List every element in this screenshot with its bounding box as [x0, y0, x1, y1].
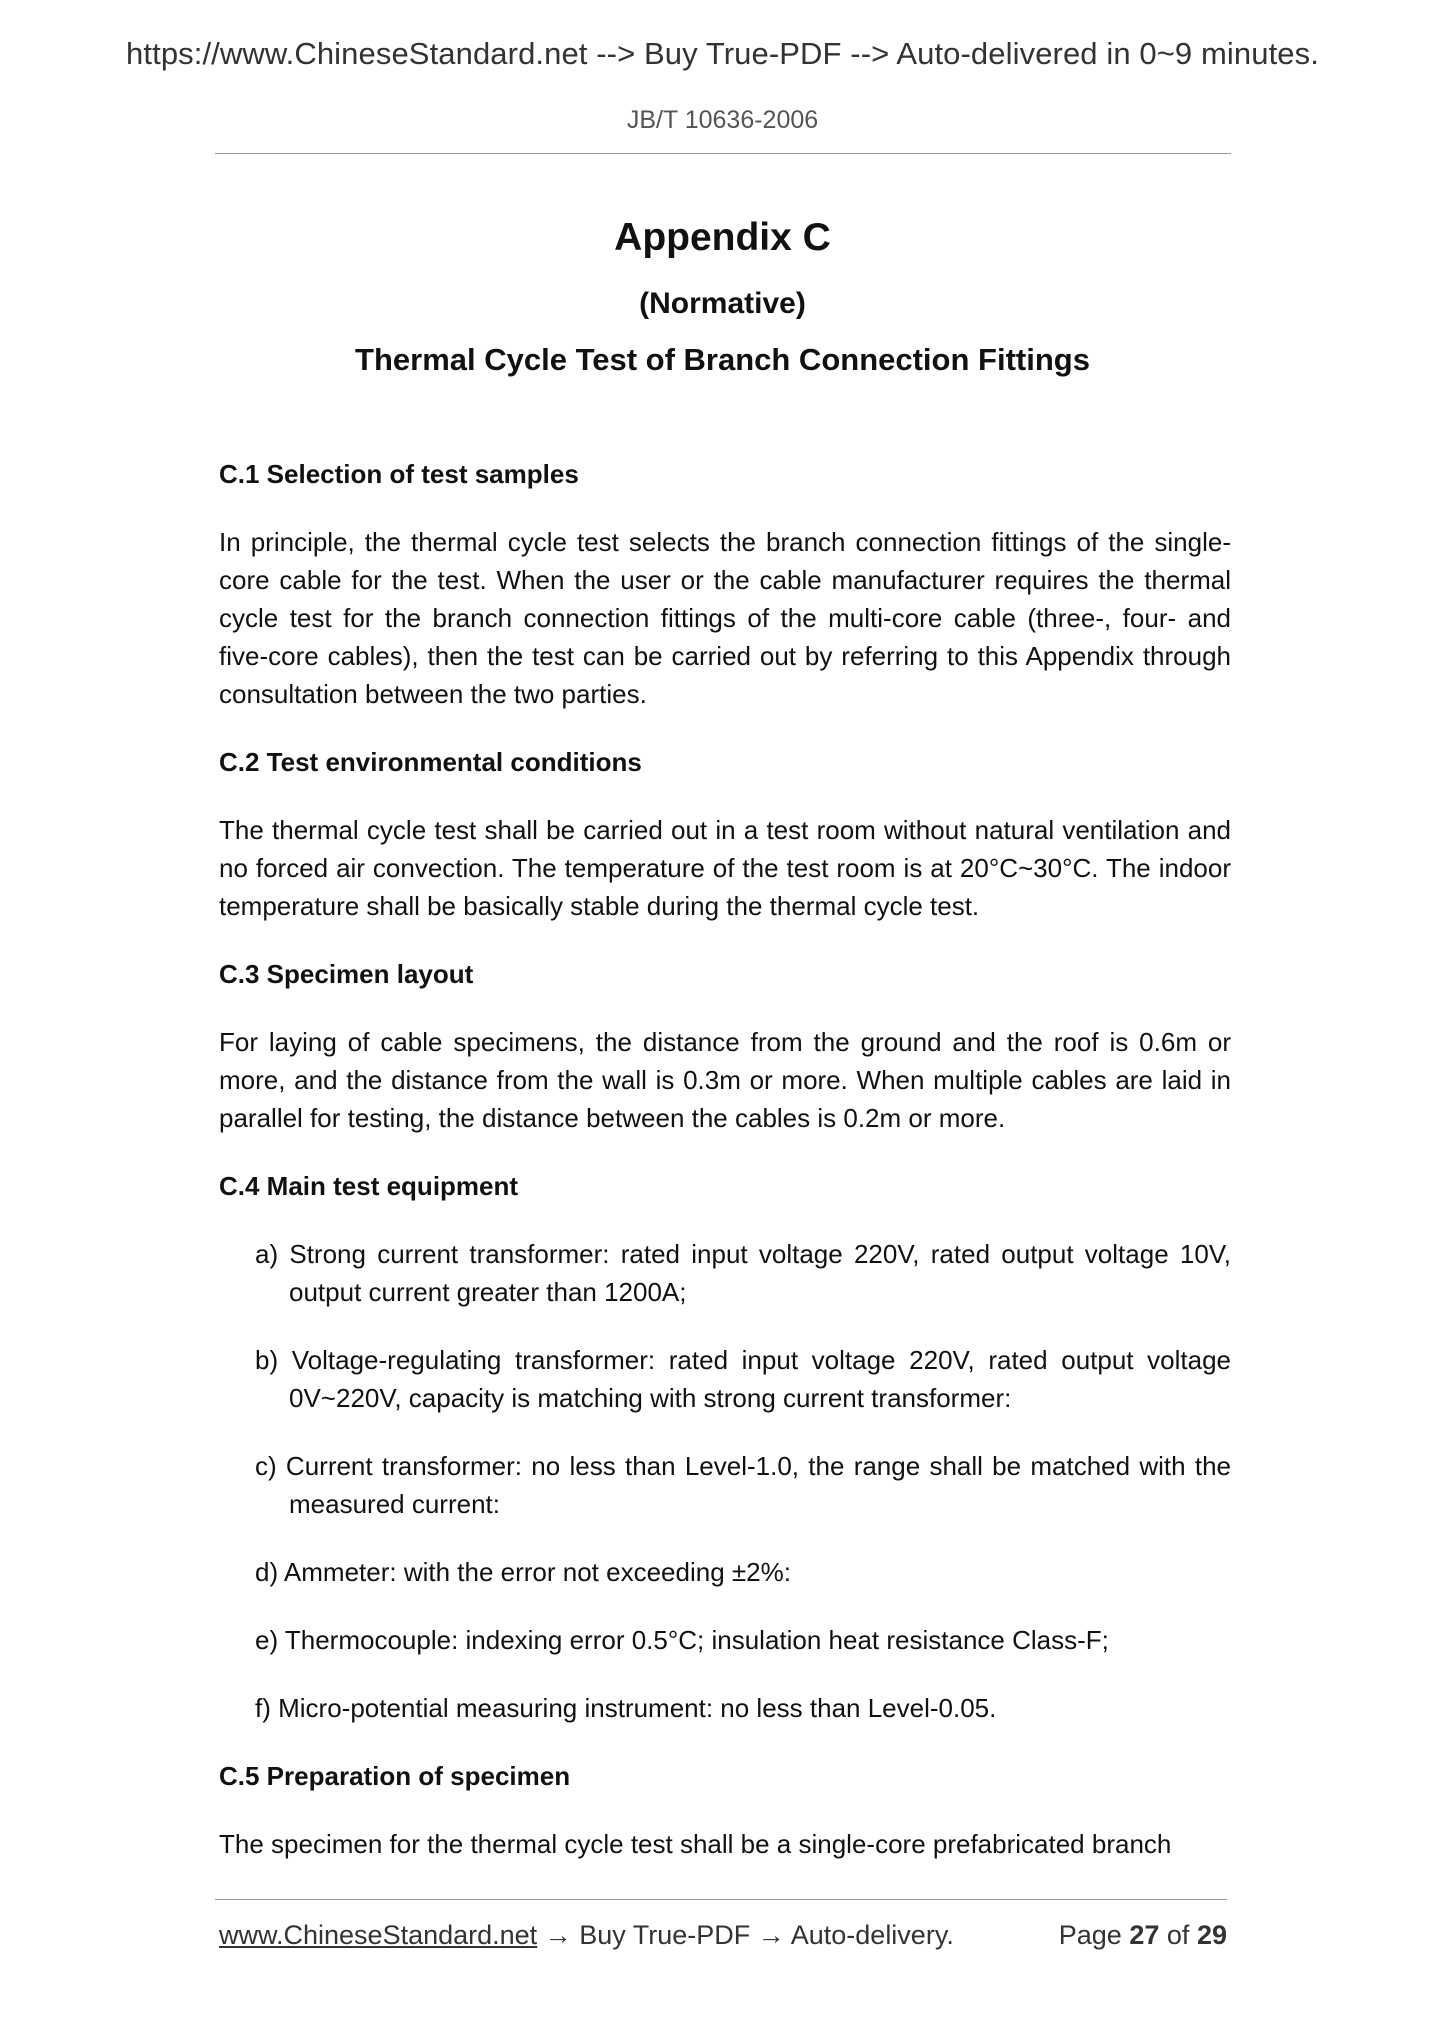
- list-item: a) Strong current transformer: rated input voltage 220V, rated output voltage 10V, output current greater than 1200A;: [255, 1239, 1231, 1307]
- page-label: Page: [1058, 1920, 1122, 1950]
- appendix-title: Appendix C: [614, 216, 831, 259]
- section-heading-c1: C.1 Selection of test samples: [219, 459, 579, 489]
- section-body-c5: The specimen for the thermal cycle test shall be a single-core prefabricated branch: [219, 1829, 1172, 1859]
- footer-site-link[interactable]: www.ChineseStandard.net: [219, 1920, 538, 1950]
- section-heading-c2: C.2 Test environmental conditions: [219, 747, 642, 777]
- section-heading-c3: C.3 Specimen layout: [219, 959, 474, 989]
- document-body: [219, 455, 1231, 1893]
- section-body-c3: For laying of cable specimens, the distance from the ground and the roof is 0.6m or more, and the distance from the wall is 0.3m or more. When multiple cables are laid in parallel for testing, the distance between the cables is 0.2m or more.: [219, 1027, 1231, 1133]
- list-item: c) Current transformer: no less than Level-1.0, the range shall be matched with the measured current:: [255, 1451, 1231, 1519]
- section-body-c1: In principle, the thermal cycle test selects the branch connection fittings of the single-core cable for the test. When the user or the cable manufacturer requires the thermal cycle test for the branch connection fittings of the multi-core cable (three-, four- and five-core cables), then the test can be carried out by referring to this Appendix through consultation between the two parties.: [219, 527, 1231, 709]
- appendix-subtitle: Thermal Cycle Test of Branch Connection Fittings: [355, 342, 1090, 377]
- appendix-title-block: [0, 210, 1445, 382]
- header-divider: [215, 153, 1231, 154]
- equipment-list: [219, 1235, 1231, 1727]
- normative-label: (Normative): [639, 287, 806, 320]
- page-current: 27: [1129, 1920, 1160, 1950]
- list-item: f) Micro-potential measuring instrument: no less than Level-0.05.: [255, 1693, 997, 1723]
- page-of: of: [1166, 1920, 1190, 1950]
- top-banner[interactable]: https://www.ChineseStandard.net --> Buy True-PDF --> Auto-delivered in 0~9 minutes.: [126, 36, 1319, 71]
- section-heading-c4: C.4 Main test equipment: [219, 1171, 519, 1201]
- list-item: b) Voltage-regulating transformer: rated input voltage 220V, rated output voltage 0V~220V, capacity is matching with strong current transformer:: [255, 1345, 1231, 1413]
- footer-tail-text: → Buy True-PDF → Auto-delivery.: [537, 1920, 954, 1950]
- page-total: 29: [1196, 1920, 1227, 1950]
- list-item: e) Thermocouple: indexing error 0.5°C; insulation heat resistance Class-F;: [255, 1625, 1109, 1655]
- list-item: d) Ammeter: with the error not exceeding ±2%:: [255, 1557, 791, 1587]
- footer-divider: [215, 1899, 1227, 1900]
- page-indicator: [1059, 1920, 1227, 1951]
- standard-code: JB/T 10636-2006: [626, 106, 819, 134]
- footer-left: [219, 1920, 954, 1951]
- section-body-c2: The thermal cycle test shall be carried out in a test room without natural ventilation and no forced air convection. The temperature of the test room is at 20°C~30°C. The indoor temperature shall be basically stable during the thermal cycle test.: [219, 815, 1231, 921]
- section-heading-c5: C.5 Preparation of specimen: [219, 1761, 571, 1791]
